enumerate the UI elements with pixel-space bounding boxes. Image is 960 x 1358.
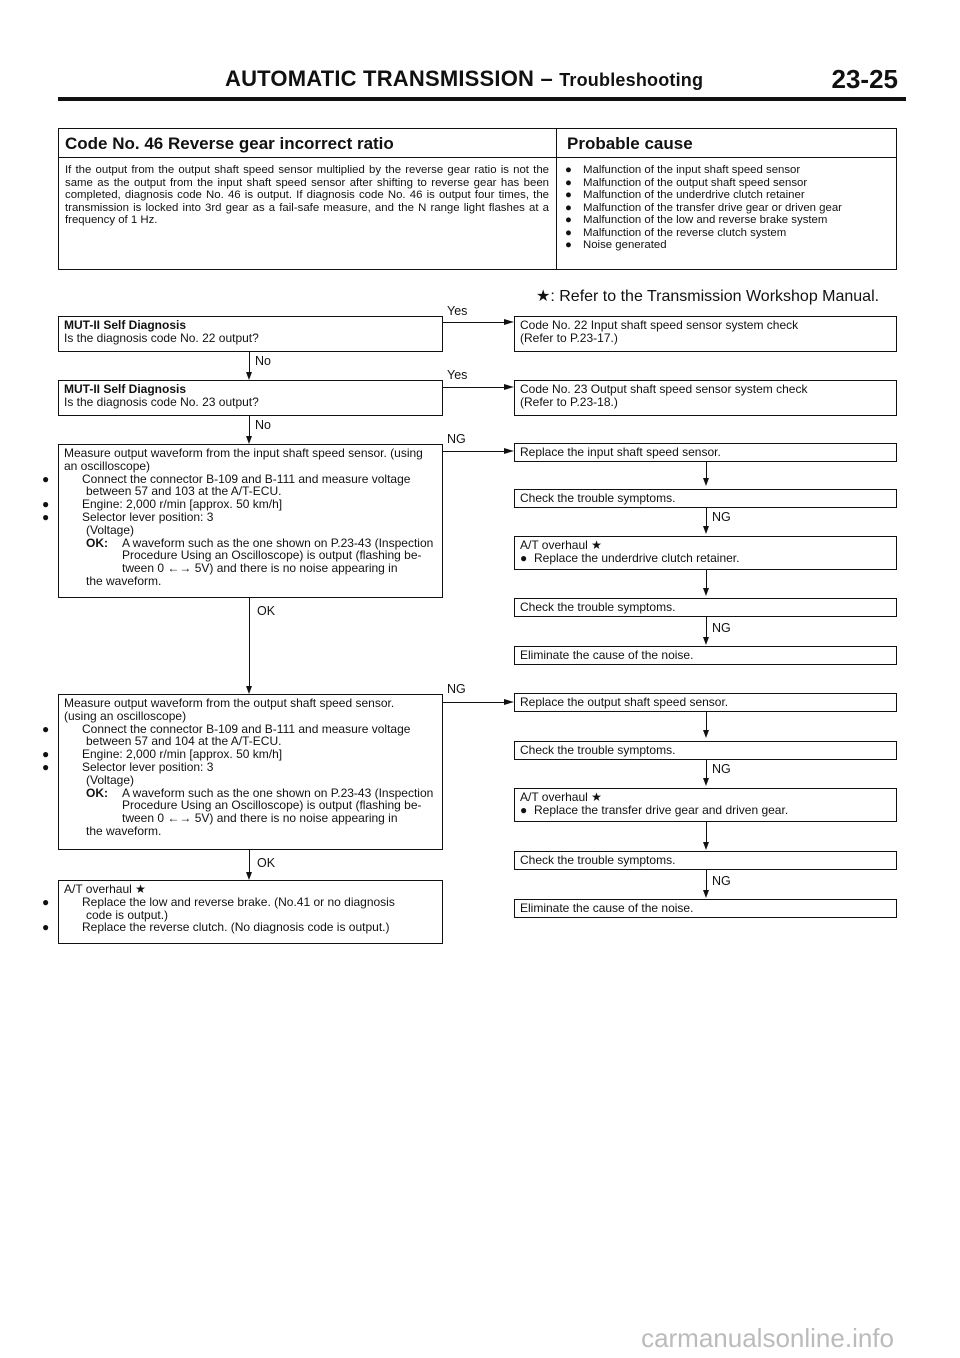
step3-line2: an oscilloscope): [64, 458, 151, 473]
step2-yes-line1: Code No. 23 Output shaft speed sensor system check: [520, 382, 808, 396]
step2-box: [58, 380, 443, 416]
step4-bullet-2: ● Engine: 2,000 r/min [approx. 50 km/h]: [42, 747, 283, 762]
arrow-down-icon: [246, 686, 252, 694]
replace-input-sensor-text: Replace the input shaft speed sensor.: [520, 445, 721, 459]
check-symptoms-box: [514, 598, 897, 617]
step4-ok-label: OK: [257, 856, 276, 870]
section-subtitle: Troubleshooting: [559, 70, 704, 90]
connector: [443, 322, 506, 323]
step4-box: [42, 694, 443, 850]
watermark: carmanualsonline.info: [641, 1323, 894, 1353]
code-description: If the output from the output shaft speed sensor multiplied by the reverse gear ratio is not the same as the output from the input shaft speed sensor after shifting to reverse gear has been completed, diagnosis code No. 46 is output. If diagnosis code No. 46 is output four times, the transmission is locked into 3rd gear as a fail-safe measure, and the N range light flashes at a frequency of 1 Hz.: [65, 164, 549, 226]
step3-voltage: (Voltage): [86, 522, 135, 537]
step3-box: [42, 444, 443, 598]
step5-overhaul-box: [42, 880, 443, 944]
page-number: 23-25: [831, 64, 898, 94]
eliminate-noise-box: [514, 899, 897, 918]
arrow-right-icon: [504, 699, 514, 705]
page-title: [225, 66, 703, 92]
step4-ok-1: OK: A waveform such as the one shown on P.23-43 (Inspection: [86, 785, 434, 800]
arrow-down-icon: [703, 588, 709, 596]
arrow-right-icon: [504, 319, 514, 325]
arrow-right-icon: [504, 384, 514, 390]
list-item: ● Malfunction of the transfer drive gear or driven gear: [565, 201, 842, 214]
arrow-down-icon: [246, 872, 252, 880]
arrow-down-icon: [703, 842, 709, 850]
step2-no-label: No: [255, 418, 271, 432]
arrow-right-icon: [504, 448, 514, 454]
ng-label: NG: [712, 762, 731, 776]
step3-ok-label: OK: [257, 604, 276, 618]
step3-ok-4: the waveform.: [86, 573, 162, 588]
step1-yes-line1: Code No. 22 Input shaft speed sensor system check: [520, 318, 799, 332]
step4-bullet-3: ● Selector lever position: 3: [42, 759, 214, 774]
table-divider-vertical: [556, 129, 557, 269]
step4-line2: (using an oscilloscope): [64, 708, 187, 723]
step4-ng-label: NG: [447, 682, 466, 696]
connector: [443, 387, 506, 388]
eliminate-noise-text: Eliminate the cause of the noise.: [520, 648, 694, 662]
step5-title: A/T overhaul ★: [64, 882, 146, 896]
step3-ok-1: OK: A waveform such as the one shown on P.23-43 (Inspection: [86, 535, 434, 550]
step3-ng-label: NG: [447, 432, 466, 446]
step4-bullet-1-cont: between 57 and 104 at the A/T-ECU.: [86, 734, 282, 749]
code-table: [58, 128, 897, 270]
arrow-down-icon: [703, 526, 709, 534]
workshop-manual-note: ★: Refer to the Transmission Workshop Manual.: [536, 288, 880, 305]
check-symptoms-text: Check the trouble symptoms.: [520, 491, 676, 505]
list-item: ● Noise generated: [565, 239, 667, 251]
probable-cause-header: Probable cause: [567, 134, 693, 153]
step3-bullet-1-cont: between 57 and 103 at the A/T-ECU.: [86, 484, 282, 499]
check-symptoms-box: [514, 741, 897, 760]
overhaul-transfer-box: [514, 788, 897, 822]
check-symptoms-text: Check the trouble symptoms.: [520, 743, 676, 757]
arrow-down-icon: [703, 730, 709, 738]
arrow-down-icon: [703, 478, 709, 486]
ng-label: NG: [712, 510, 731, 524]
step5-item-1: ● Replace the low and reverse brake. (No.41 or no diagnosis: [42, 894, 395, 909]
connector: [443, 451, 506, 452]
replace-input-sensor-box: [514, 443, 897, 462]
list-item: ● Malfunction of the input shaft speed sensor: [565, 164, 801, 176]
step3-bullet-3: ● Selector lever position: 3: [42, 509, 214, 524]
list-item: ● Malfunction of the output shaft speed sensor: [565, 176, 808, 189]
list-item: ● Malfunction of the underdrive clutch retainer: [565, 189, 805, 201]
check-symptoms-text: Check the trouble symptoms.: [520, 853, 676, 867]
step2-yes-line2: (Refer to P.23-18.): [520, 394, 618, 409]
arrow-down-icon: [703, 778, 709, 786]
title-dash: –: [540, 66, 553, 91]
step4-voltage: (Voltage): [86, 772, 135, 787]
cause-list: [565, 164, 895, 252]
step1-yes-box: [514, 316, 897, 352]
step1-yes-label: Yes: [447, 304, 468, 318]
list-item: ● Malfunction of the reverse clutch system: [565, 226, 787, 239]
replace-output-sensor-box: [514, 693, 897, 712]
step4-ok-4: the waveform.: [86, 823, 162, 838]
overhaul-item: ● Replace the transfer drive gear and driven gear.: [520, 802, 789, 817]
step3-ok-2: Procedure Using an Oscilloscope) is output (flashing be-: [122, 548, 422, 563]
code-title: Code No. 46 Reverse gear incorrect ratio: [65, 134, 394, 153]
arrow-down-icon: [703, 637, 709, 645]
section-title: AUTOMATIC TRANSMISSION: [225, 66, 535, 91]
table-divider-horizontal: [59, 157, 896, 158]
connector: [249, 598, 250, 690]
step5-item-2: ● Replace the reverse clutch. (No diagnosis code is output.): [42, 920, 390, 935]
step2-question: Is the diagnosis code No. 23 output?: [64, 394, 259, 409]
connector: [443, 702, 506, 703]
arrow-down-icon: [246, 372, 252, 380]
step4-ok-2: Procedure Using an Oscilloscope) is output (flashing be-: [122, 798, 422, 813]
step2-title: MUT-II Self Diagnosis: [64, 382, 187, 396]
step3-line1: Measure output waveform from the input shaft speed sensor. (using: [64, 446, 423, 460]
step1-title: MUT-II Self Diagnosis: [64, 318, 187, 332]
step1-no-label: No: [255, 354, 271, 368]
eliminate-noise-box: [514, 646, 897, 665]
replace-output-sensor-text: Replace the output shaft speed sensor.: [520, 695, 729, 709]
header-rule: [58, 97, 906, 101]
overhaul-title: A/T overhaul ★: [520, 790, 602, 804]
step2-yes-box: [514, 380, 897, 416]
step3-bullet-1: ● Connect the connector B-109 and B-111 and measure voltage: [42, 471, 411, 486]
check-symptoms-box: [514, 489, 897, 508]
step1-box: [58, 316, 443, 352]
check-symptoms-text: Check the trouble symptoms.: [520, 600, 676, 614]
ng-label: NG: [712, 621, 731, 635]
arrow-down-icon: [246, 436, 252, 444]
step2-yes-label: Yes: [447, 368, 468, 382]
step3-bullet-2: ● Engine: 2,000 r/min [approx. 50 km/h]: [42, 497, 283, 512]
step1-yes-line2: (Refer to P.23-17.): [520, 330, 618, 345]
overhaul-title: A/T overhaul ★: [520, 538, 602, 552]
check-symptoms-box: [514, 851, 897, 870]
step4-bullet-1: ● Connect the connector B-109 and B-111 and measure voltage: [42, 721, 411, 736]
arrow-down-icon: [703, 890, 709, 898]
step5-item-1-cont: code is output.): [86, 907, 169, 922]
overhaul-item: ● Replace the underdrive clutch retainer.: [520, 550, 740, 565]
eliminate-noise-text: Eliminate the cause of the noise.: [520, 901, 694, 915]
list-item: ● Malfunction of the low and reverse brake system: [565, 214, 828, 226]
step3-ok-3: tween 0 ←→ 5V) and there is no noise appearing in: [122, 561, 398, 576]
overhaul-underdrive-box: [514, 536, 897, 570]
ng-label: NG: [712, 874, 731, 888]
step4-ok-3: tween 0 ←→ 5V) and there is no noise appearing in: [122, 811, 398, 826]
step1-question: Is the diagnosis code No. 22 output?: [64, 330, 259, 345]
step4-line1: Measure output waveform from the output shaft speed sensor.: [64, 696, 395, 710]
